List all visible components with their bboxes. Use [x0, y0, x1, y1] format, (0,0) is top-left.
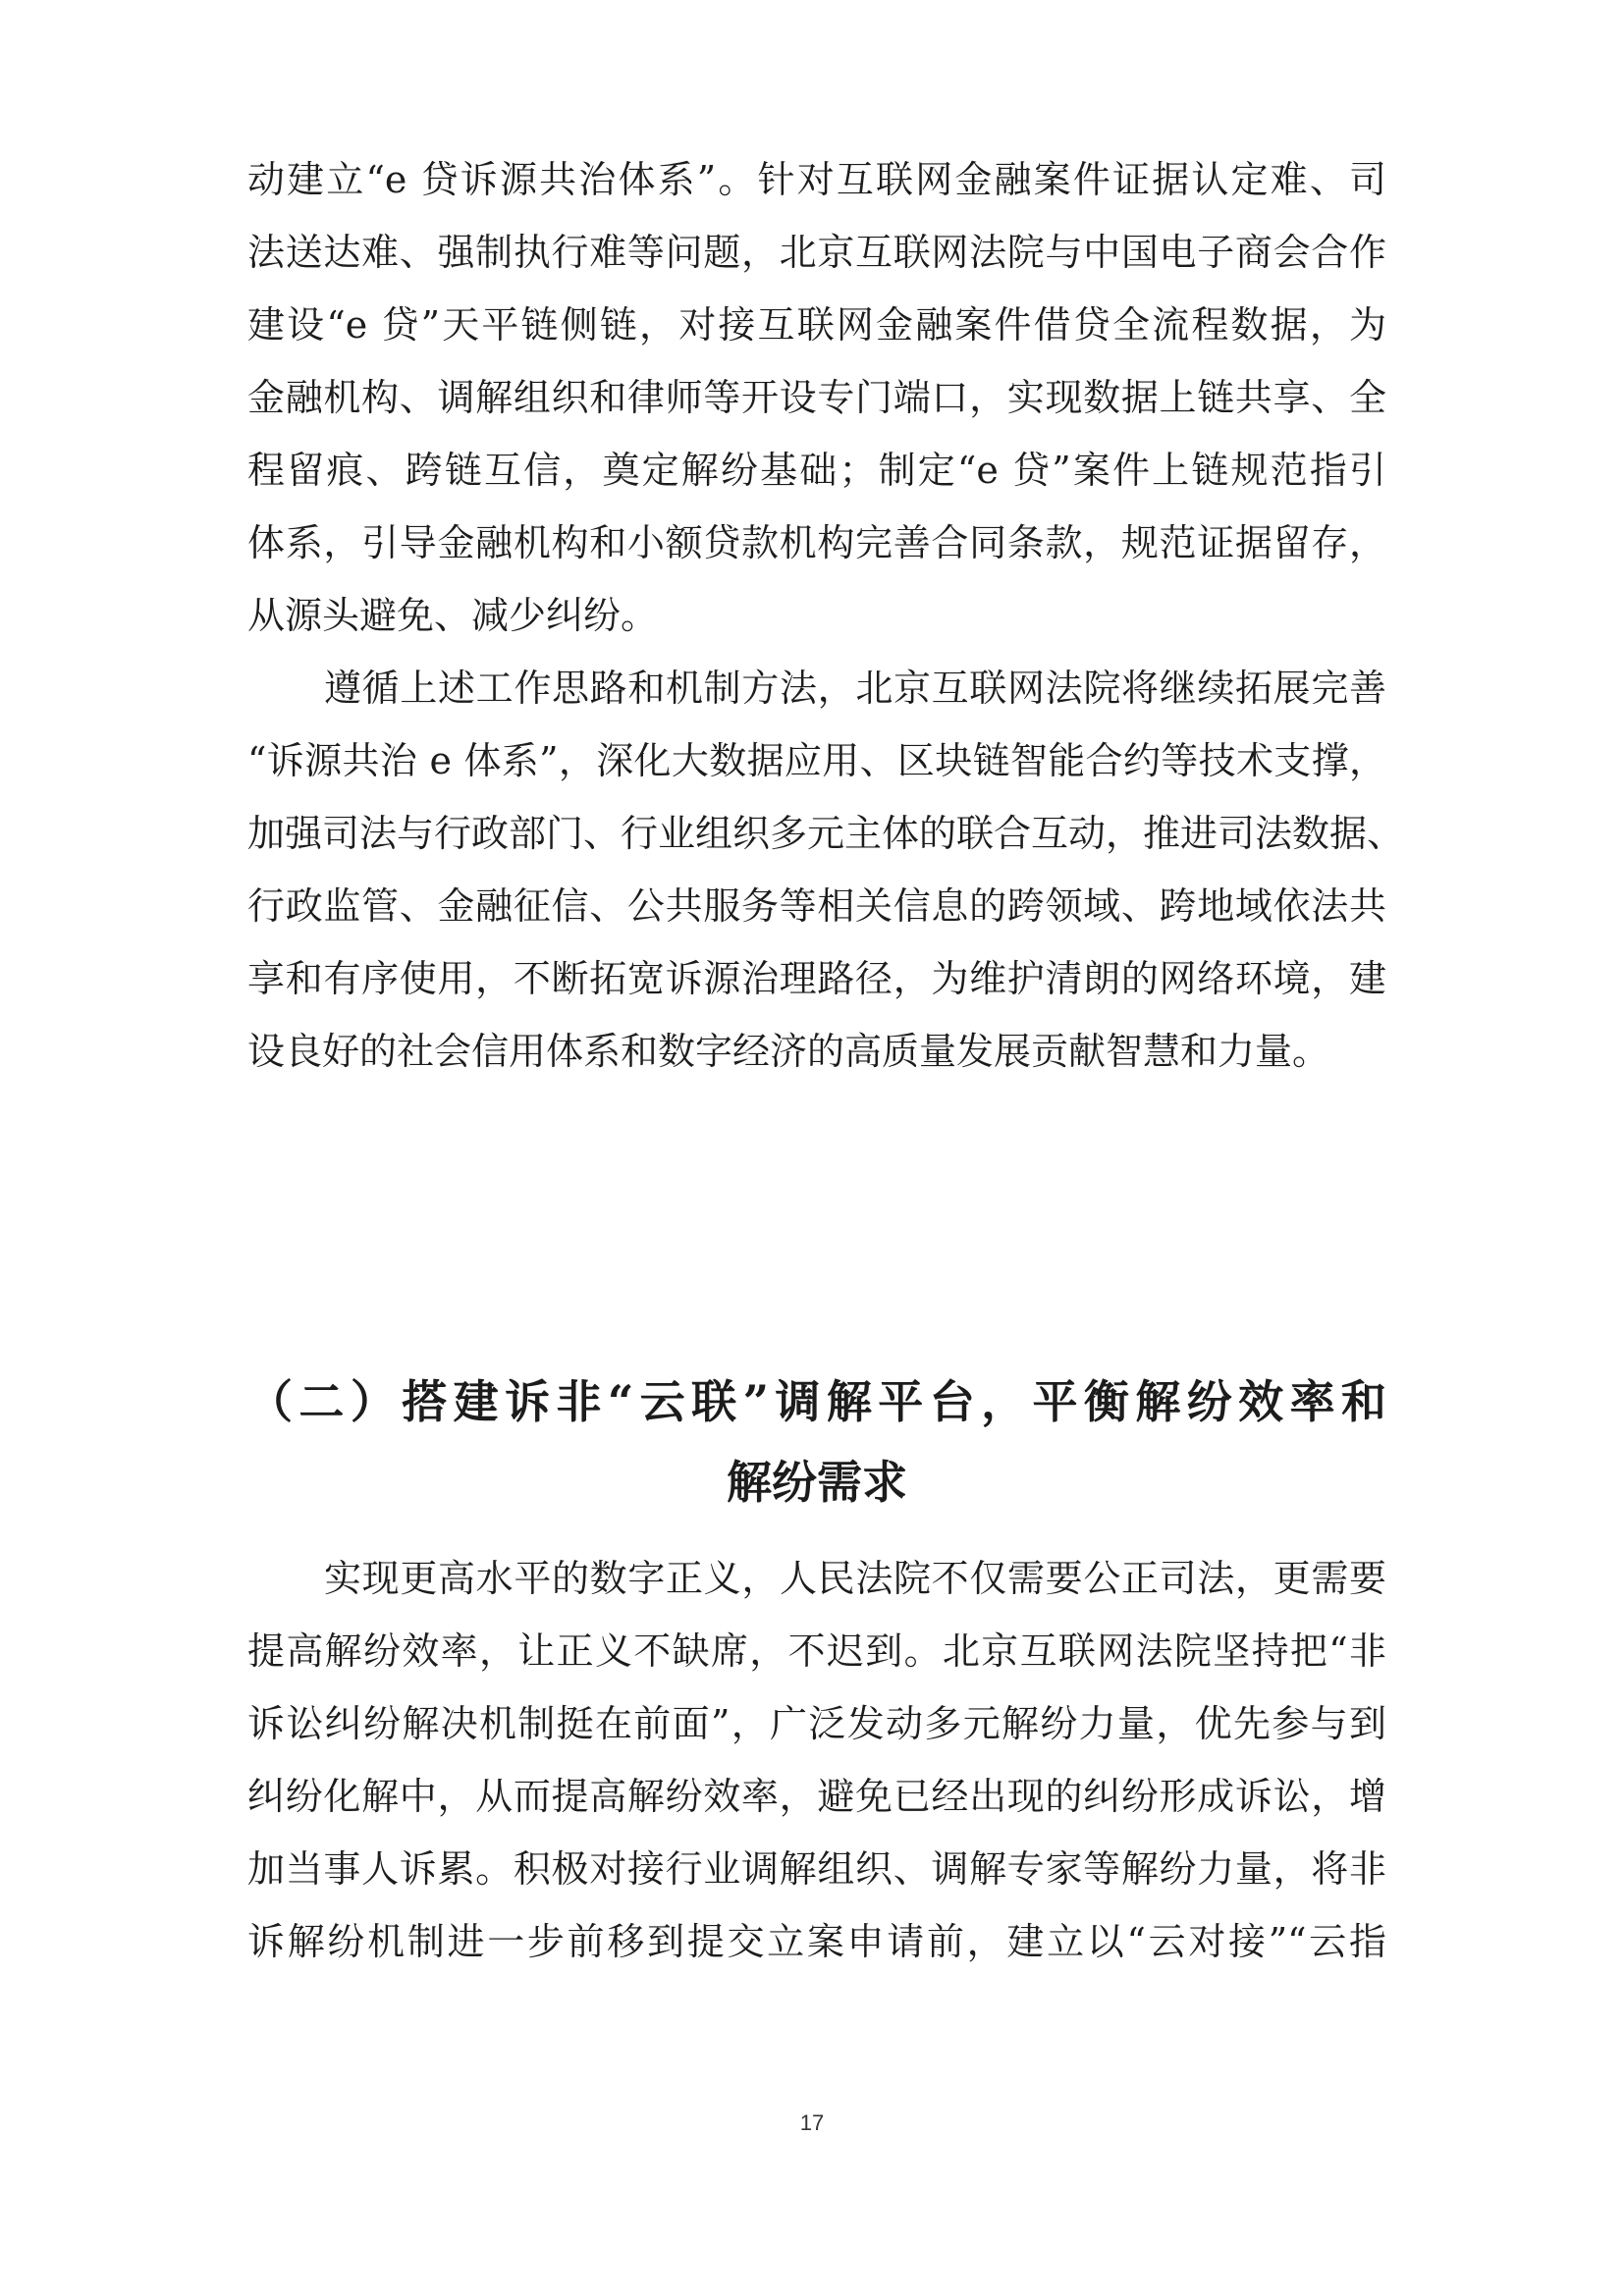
paragraph-1-line-3: 建设“e 贷”天平链侧链，对接互联网金融案件借贷全流程数据，为 — [247, 303, 1386, 347]
paragraph-2-line-3: 加强司法与行政部门、行业组织多元主体的联合互动，推进司法数据、 — [247, 812, 1405, 855]
paragraph-1-line-5: 程留痕、跨链互信，奠定解纷基础；制定“e 贷”案件上链规范指引 — [247, 449, 1386, 492]
paragraph-2-line-6: 设良好的社会信用体系和数字经济的高质量发展贡献智慧和力量。 — [247, 1030, 1330, 1073]
paragraph-3-line-3: 诉讼纠纷解决机制挺在前面”，广泛发动多元解纷力量，优先参与到 — [247, 1702, 1386, 1745]
paragraph-2-line-4: 行政监管、金融征信、公共服务等相关信息的跨领域、跨地域依法共 — [247, 884, 1386, 928]
paragraph-2-line-5: 享和有序使用，不断拓宽诉源治理路径，为维护清朗的网络环境，建 — [247, 957, 1386, 1000]
paragraph-1-line-4: 金融机构、调解组织和律师等开设专门端口，实现数据上链共享、全 — [247, 376, 1386, 419]
paragraph-1-line-2: 法送达难、强制执行难等问题，北京互联网法院与中国电子商会合作 — [247, 231, 1386, 274]
section-heading-line-2: 解纷需求 — [727, 1456, 907, 1509]
paragraph-1-line-6: 体系，引导金融机构和小额贷款机构完善合同条款，规范证据留存， — [247, 521, 1386, 564]
page-number: 17 — [799, 2110, 825, 2135]
paragraph-2-line-2: “诉源共治 e 体系”，深化大数据应用、区块链智能合约等技术支撑， — [247, 739, 1386, 782]
paragraph-1-line-7: 从源头避免、减少纠纷。 — [247, 594, 659, 637]
paragraph-3-line-4: 纠纷化解中，从而提高解纷效率，避免已经出现的纠纷形成诉讼，增 — [247, 1775, 1386, 1818]
paragraph-3-line-6: 诉解纷机制进一步前移到提交立案申请前，建立以“云对接”“云指 — [247, 1920, 1386, 1963]
paragraph-3-line-1: 实现更高水平的数字正义，人民法院不仅需要公正司法，更需要 — [324, 1557, 1386, 1600]
section-heading-line-1: （二）搭建诉非“云联”调解平台，平衡解纷效率和 — [247, 1375, 1386, 1428]
paragraph-2-line-1: 遵循上述工作思路和机制方法，北京互联网法院将继续拓展完善 — [324, 667, 1386, 710]
paragraph-3-line-5: 加当事人诉累。积极对接行业调解组织、调解专家等解纷力量，将非 — [247, 1847, 1386, 1891]
paragraph-3-line-2: 提高解纷效率，让正义不缺席，不迟到。北京互联网法院坚持把“非 — [247, 1629, 1386, 1673]
paragraph-1-line-1: 动建立“e 贷诉源共治体系”。针对互联网金融案件证据认定难、司 — [247, 158, 1386, 201]
